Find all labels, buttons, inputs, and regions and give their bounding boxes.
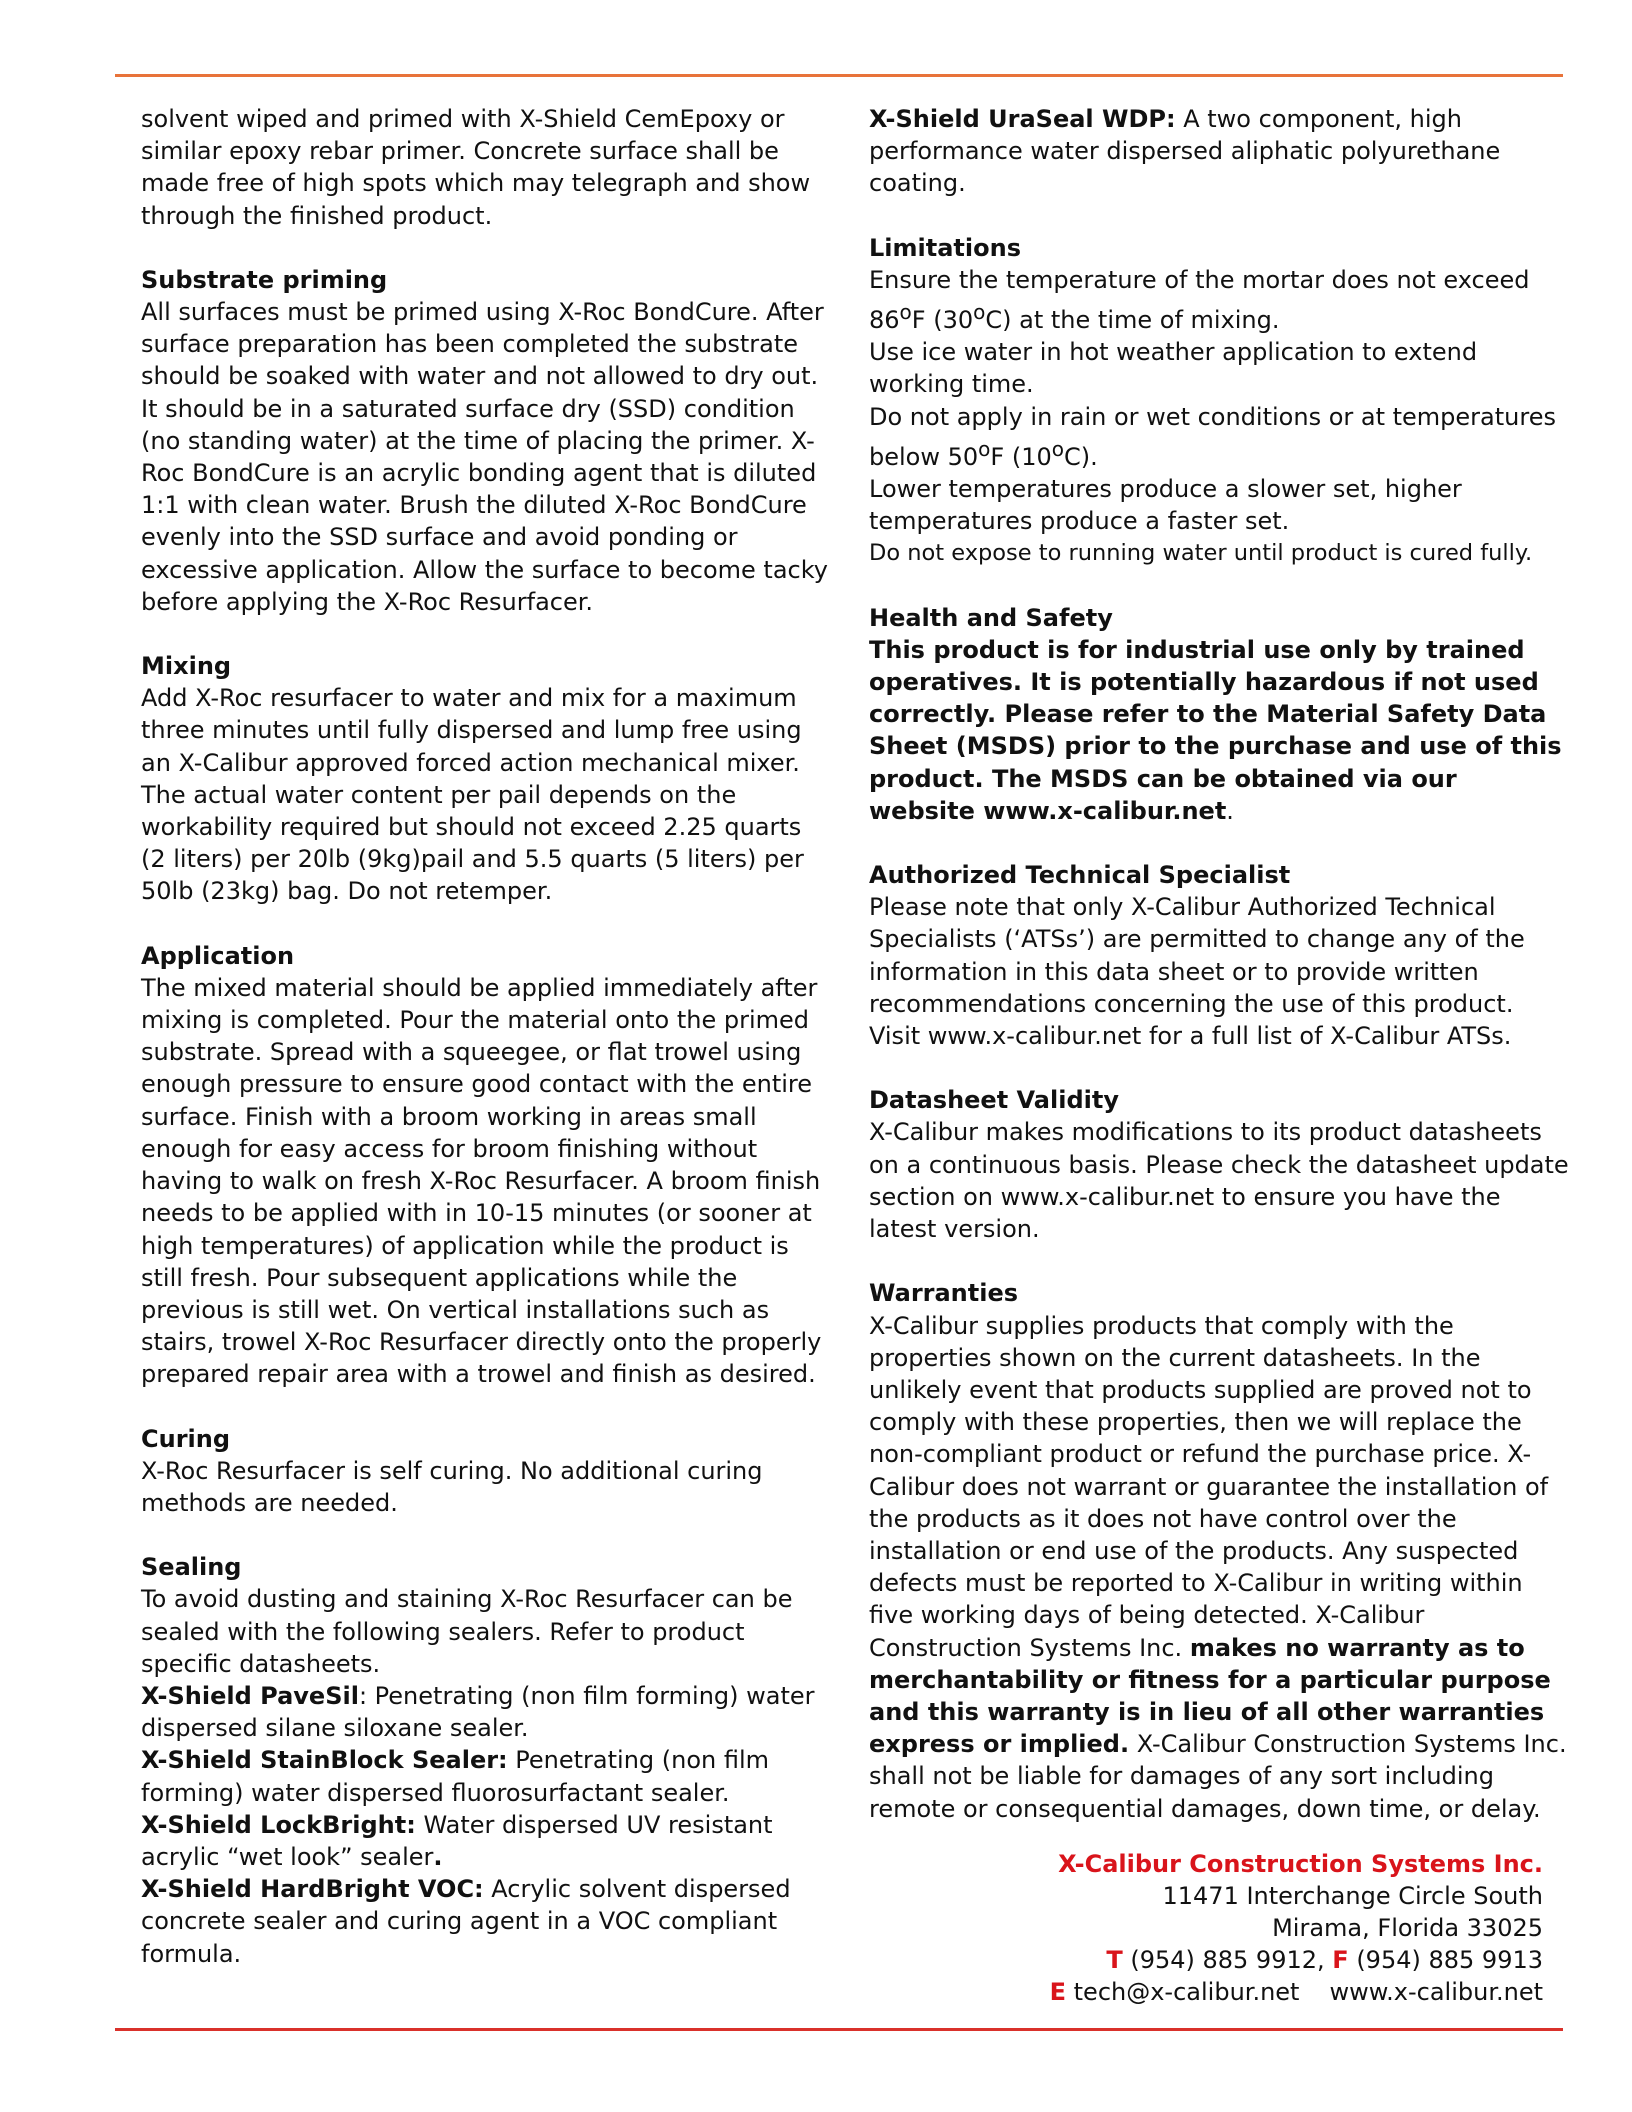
section-heading: Application: [141, 941, 295, 970]
section-application: [141, 940, 831, 1391]
section-body: To avoid dusting and staining X-Roc Resurfacer can be sealed with the following sealers. Refer to product specific datasheets.: [141, 1585, 793, 1678]
section-body: All surfaces must be primed using X-Roc BondCure. After surface preparation has been completed the substrate should be soaked with water and not allowed to dry out. It should be in a saturated surface dry (SSD) condition (no standing water) at the time of placing the primer. X-Roc BondCure is an acrylic bonding agent that is diluted 1:1 with clean water. Brush the diluted X-Roc BondCure evenly into the SSD surface and avoid ponding or excessive application. Allow the surface to become tacky before applying the X-Roc Resurfacer.: [141, 298, 828, 616]
section-mixing: [141, 650, 831, 908]
section-heading: Sealing: [141, 1553, 242, 1582]
section-limitations: [869, 232, 1569, 570]
section-heading: Authorized Technical Specialist: [869, 861, 1291, 890]
section-substrate-priming: [141, 264, 831, 618]
section-validity: [869, 1084, 1569, 1245]
section-health-safety: [869, 602, 1569, 827]
sealer-name: X-Shield PaveSil: [141, 1681, 359, 1710]
section-body: The mixed material should be applied immediately after mixing is completed. Pour the material onto the primed substrate. Spread with a squeegee, or flat trowel using enough pressure to ensure good contact with the entire surface. Finish with a broom working in areas small enough for easy access for broom finishing without having to walk on fresh X-Roc Resurfacer. A broom finish needs to be applied with in 10-15 minutes (or sooner at high temperatures) of application while the product is still fresh. Pour subsequent applications while the previous is still wet. On vertical installations such as stairs, trowel X-Roc Resurfacer directly onto the properly prepared repair area with a trowel and finish as desired.: [141, 973, 822, 1389]
section-heading: Warranties: [869, 1279, 1019, 1308]
sealer-item: X-Shield StainBlock Sealer: Penetrating (non film forming) water dispersed fluorosurfactant sealer.: [141, 1746, 770, 1807]
limitation-line: Do not expose to running water until product is cured fully.: [869, 540, 1533, 567]
sealer-item: X-Shield HardBright VOC: Acrylic solvent dispersed concrete sealer and curing agent in a VOC compliant formula.: [141, 1875, 791, 1968]
sealer-name: X-Shield UraSeal WDP:: [869, 105, 1176, 133]
limitation-line: Lower temperatures produce a slower set, higher temperatures produce a faster set.: [869, 475, 1462, 536]
section-heading: Curing: [141, 1424, 231, 1453]
section-ats: [869, 859, 1569, 1052]
uraseal-item: X-Shield UraSeal WDP: A two component, high performance water dispersed aliphatic polyurethane coating.: [869, 105, 1501, 198]
company-contact-block: [1050, 1848, 1543, 2008]
left-column: [141, 103, 831, 1970]
top-rule: [115, 74, 1563, 77]
sealer-item: X-Shield PaveSil: Penetrating (non film forming) water dispersed silane siloxane sealer.: [141, 1681, 815, 1743]
address-line: 11471 Interchange Circle South: [1162, 1882, 1543, 1910]
section-warranties: [869, 1277, 1569, 1824]
limitation-line: Do not apply in rain or wet conditions or at temperatures below 50$^o$F (10$^o$C).: [869, 402, 1556, 471]
section-heading: Substrate priming: [141, 265, 388, 294]
phone-line: T (954) 885 9912, F (954) 885 9913: [1106, 1946, 1543, 1974]
section-sealing: [141, 1551, 831, 1970]
section-heading: Datasheet Validity: [869, 1086, 1119, 1115]
sealer-item: X-Shield LockBright: Water dispersed UV resistant acrylic “wet look” sealer.: [141, 1810, 773, 1871]
section-body: X-Calibur supplies products that comply with the properties shown on the current datasheets. In the unlikely event that products supplied are proved not to comply with these properties, then we will replace the non-compliant product or refund the purchase price. X-Calibur does not warrant or guarantee the installation of the products as it does not have control over the installation or end use of the products. Any suspected defects must be reported to X-Calibur in writing within five working days of being detected. X-Calibur Construction Systems Inc. makes no warranty as to merchantability or fitness for a particular purpose and this warranty is in lieu of all other warranties express or implied. X-Calibur Construction Systems Inc. shall not be liable for damages of any sort including remote or consequential damages, down time, or delay.: [869, 1311, 1567, 1823]
section-heading: Health and Safety: [869, 603, 1113, 632]
section-body: Please note that only X-Calibur Authorized Technical Specialists (‘ATSs’) are permitted to change any of the information in this data sheet or to provide written recommendations concerning the use of this product. Visit www.x-calibur.net for a full list of X-Calibur ATSs.: [869, 893, 1525, 1051]
section-body: Add X-Roc resurfacer to water and mix for a maximum three minutes until fully dispersed and lump free using an X-Calibur approved forced action mechanical mixer. The actual water content per pail depends on the workability required but should not exceed 2.25 quarts (2 liters) per 20lb (9kg)pail and 5.5 quarts (5 liters) per 50lb (23kg) bag. Do not retemper.: [141, 684, 804, 906]
section-heading: Mixing: [141, 652, 232, 681]
intro-paragraph: solvent wiped and primed with X-Shield CemEpoxy or similar epoxy rebar primer. Concrete surface shall be made free of high spots which may telegraph and show through the finished product.: [141, 105, 811, 230]
email-link[interactable]: tech@x-calibur.net: [1066, 1978, 1300, 2006]
limitation-line: Use ice water in hot weather application to extend working time.: [869, 338, 1478, 399]
section-body: X-Calibur makes modifications to its product datasheets on a continuous basis. Please check the datasheet update section on www.x-calibur.net to ensure you have the latest version.: [869, 1118, 1569, 1244]
section-body: X-Roc Resurfacer is self curing. No additional curing methods are needed.: [141, 1456, 763, 1517]
website-link[interactable]: www.x-calibur.net: [1329, 1978, 1543, 2006]
limitation-line: Ensure the temperature of the mortar does not exceed 86$^o$F (30$^o$C) at the time of mixing.: [869, 265, 1530, 335]
address-line: Mirama, Florida 33025: [1272, 1914, 1543, 1942]
section-heading: Limitations: [869, 233, 1021, 262]
bottom-rule: [115, 2028, 1563, 2031]
section-curing: [141, 1423, 831, 1520]
sealer-name: X-Shield StainBlock Sealer:: [141, 1746, 508, 1775]
sealer-name: X-Shield LockBright:: [141, 1810, 416, 1839]
sealer-name: X-Shield HardBright VOC:: [141, 1875, 484, 1904]
email-web-line: E tech@x-calibur.net www.x-calibur.net: [1049, 1978, 1543, 2006]
right-column: [869, 103, 1569, 1825]
company-name: X-Calibur Construction Systems Inc.: [1058, 1850, 1543, 1878]
section-body: This product is for industrial use only by trained operatives. It is potentially hazardous if not used correctly. Please refer to the Material Safety Data Sheet (MSDS) prior to the purchase and use of this product. The MSDS can be obtained via our website www.x-calibur.net.: [869, 635, 1562, 825]
